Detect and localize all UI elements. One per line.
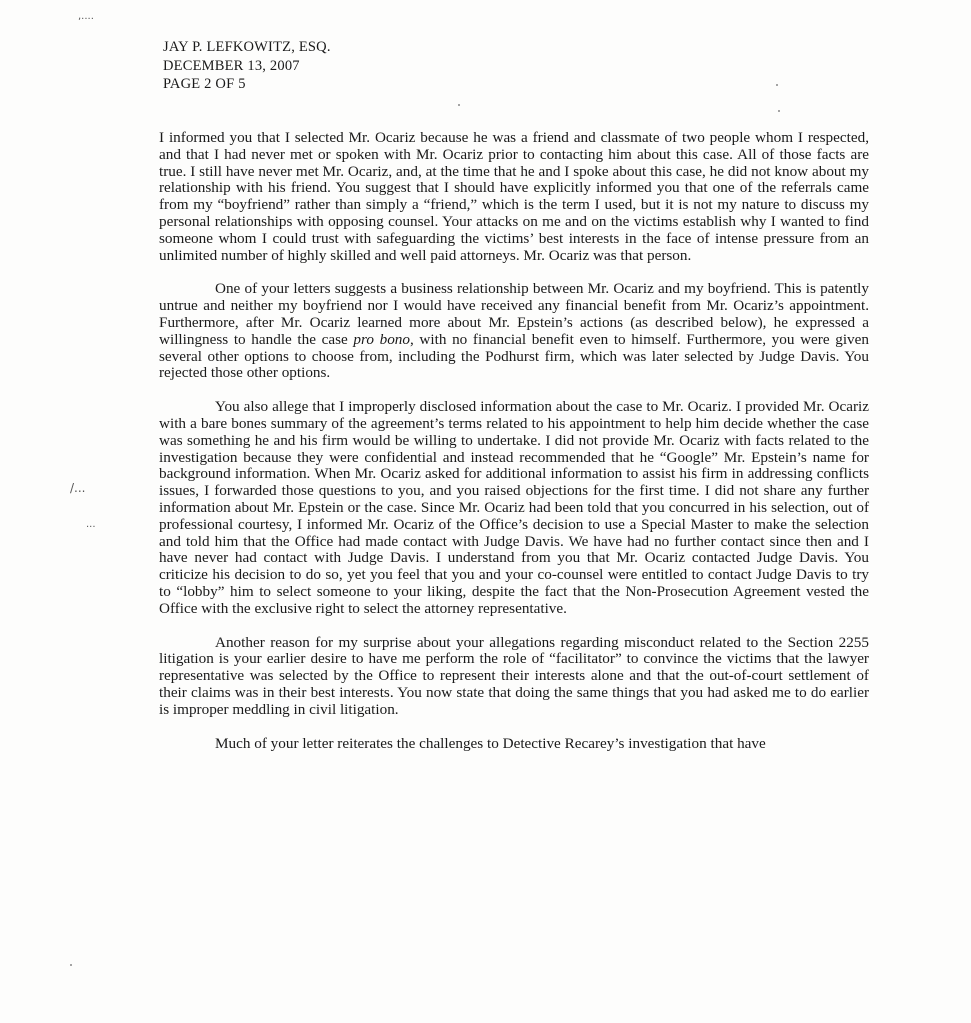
paragraph-1: I informed you that I selected Mr. Ocariz because he was a friend and classmate of two people whom I respected, and that I had never met or spoken with Mr. Ocariz prior to contacting him about this case. All of those facts are true. I still have never met Mr. Ocariz, and, at the time that he and I spoke about this case, he did not know about my relationship with his friend. You suggest that I should have explicitly informed you that one of the referrals came from my “boyfriend” rather than simply a “friend,” which is the term I used, but it is not my nature to discuss my personal relationships with opposing counsel. Your attacks on me and on the victims establish why I wanted to find someone whom I could trust with safeguarding the victims’ best interests in the face of intense pressure from an unlimited number of highly skilled and well paid attorneys. Mr. Ocariz was that person. [159,129,869,264]
scan-speck [70,964,72,966]
letter-header [163,38,331,94]
scan-mark-top-left: ,.... [78,11,94,22]
paragraph-2: One of your letters suggests a business relationship between Mr. Ocariz and my boyfriend. This is patently untrue and neither my boyfriend nor I would have received any financial benefit from Mr. Ocariz’s appointment. Furthermore, after Mr. Ocariz learned more about Mr. Epstein’s actions (as described below), he expressed a willingness to handle the case pro bono, with no financial benefit even to himself. Furthermore, you were given several other options to choose from, including the Podhurst firm, which was later selected by Judge Davis. You rejected those other options. [159,280,869,382]
latin-term: pro bono [353,330,410,348]
scan-mark-left-lower: ... [86,519,96,530]
scan-speck [776,84,778,86]
recipient-name: JAY P. LEFKOWITZ, ESQ. [163,39,331,55]
paragraph-3: You also allege that I improperly disclosed information about the case to Mr. Ocariz. I provided Mr. Ocariz with a bare bones summary of the agreement’s terms related to his appointment to help him decide whether the case was something he and his firm would be willing to undertake. I did not provide Mr. Ocariz with facts related to the investigation because they were confidential and instead recommended that he “Google” Mr. Epstein’s name for background information. When Mr. Ocariz asked for additional information to assist his firm in addressing conflicts issues, I forwarded those questions to you, and you raised objections for the first time. I did not share any further information about Mr. Epstein or the case. Since Mr. Ocariz had been told that you concurred in his selection, out of professional courtesy, I informed Mr. Ocariz of the Office’s decision to use a Special Master to make the selection and told him that the Office had made contact with Judge Davis. We have had no further contact since then and I have never had contact with Judge Davis. I understand from you that Mr. Ocariz contacted Judge Davis. You criticize his decision to do so, yet you feel that you and your co-counsel were entitled to contact Judge Davis to try to “lobby” him to select someone to your liking, despite the fact that the Non-Prosecution Agreement vested the Office with the exclusive right to select the attorney representative. [159,398,869,617]
scan-speck [778,110,780,112]
paragraph-5: Much of your letter reiterates the challenges to Detective Recarey’s investigation that have [215,734,766,752]
page-number: PAGE 2 OF 5 [163,76,246,92]
scan-mark-left-middle: /... [70,481,86,495]
scan-speck [458,104,460,106]
paragraph-4: Another reason for my surprise about your allegations regarding misconduct related to the Section 2255 litigation is your earlier desire to have me perform the role of “facilitator” to convince the victims that the lawyer representative was selected by the Office to represent their interests alone and that the out-of-court settlement of their claims was in their best interests. You now state that doing the same things that you had asked me to do earlier is improper meddling in civil litigation. [159,633,869,718]
letter-body [159,130,869,769]
letter-date: DECEMBER 13, 2007 [163,57,300,74]
